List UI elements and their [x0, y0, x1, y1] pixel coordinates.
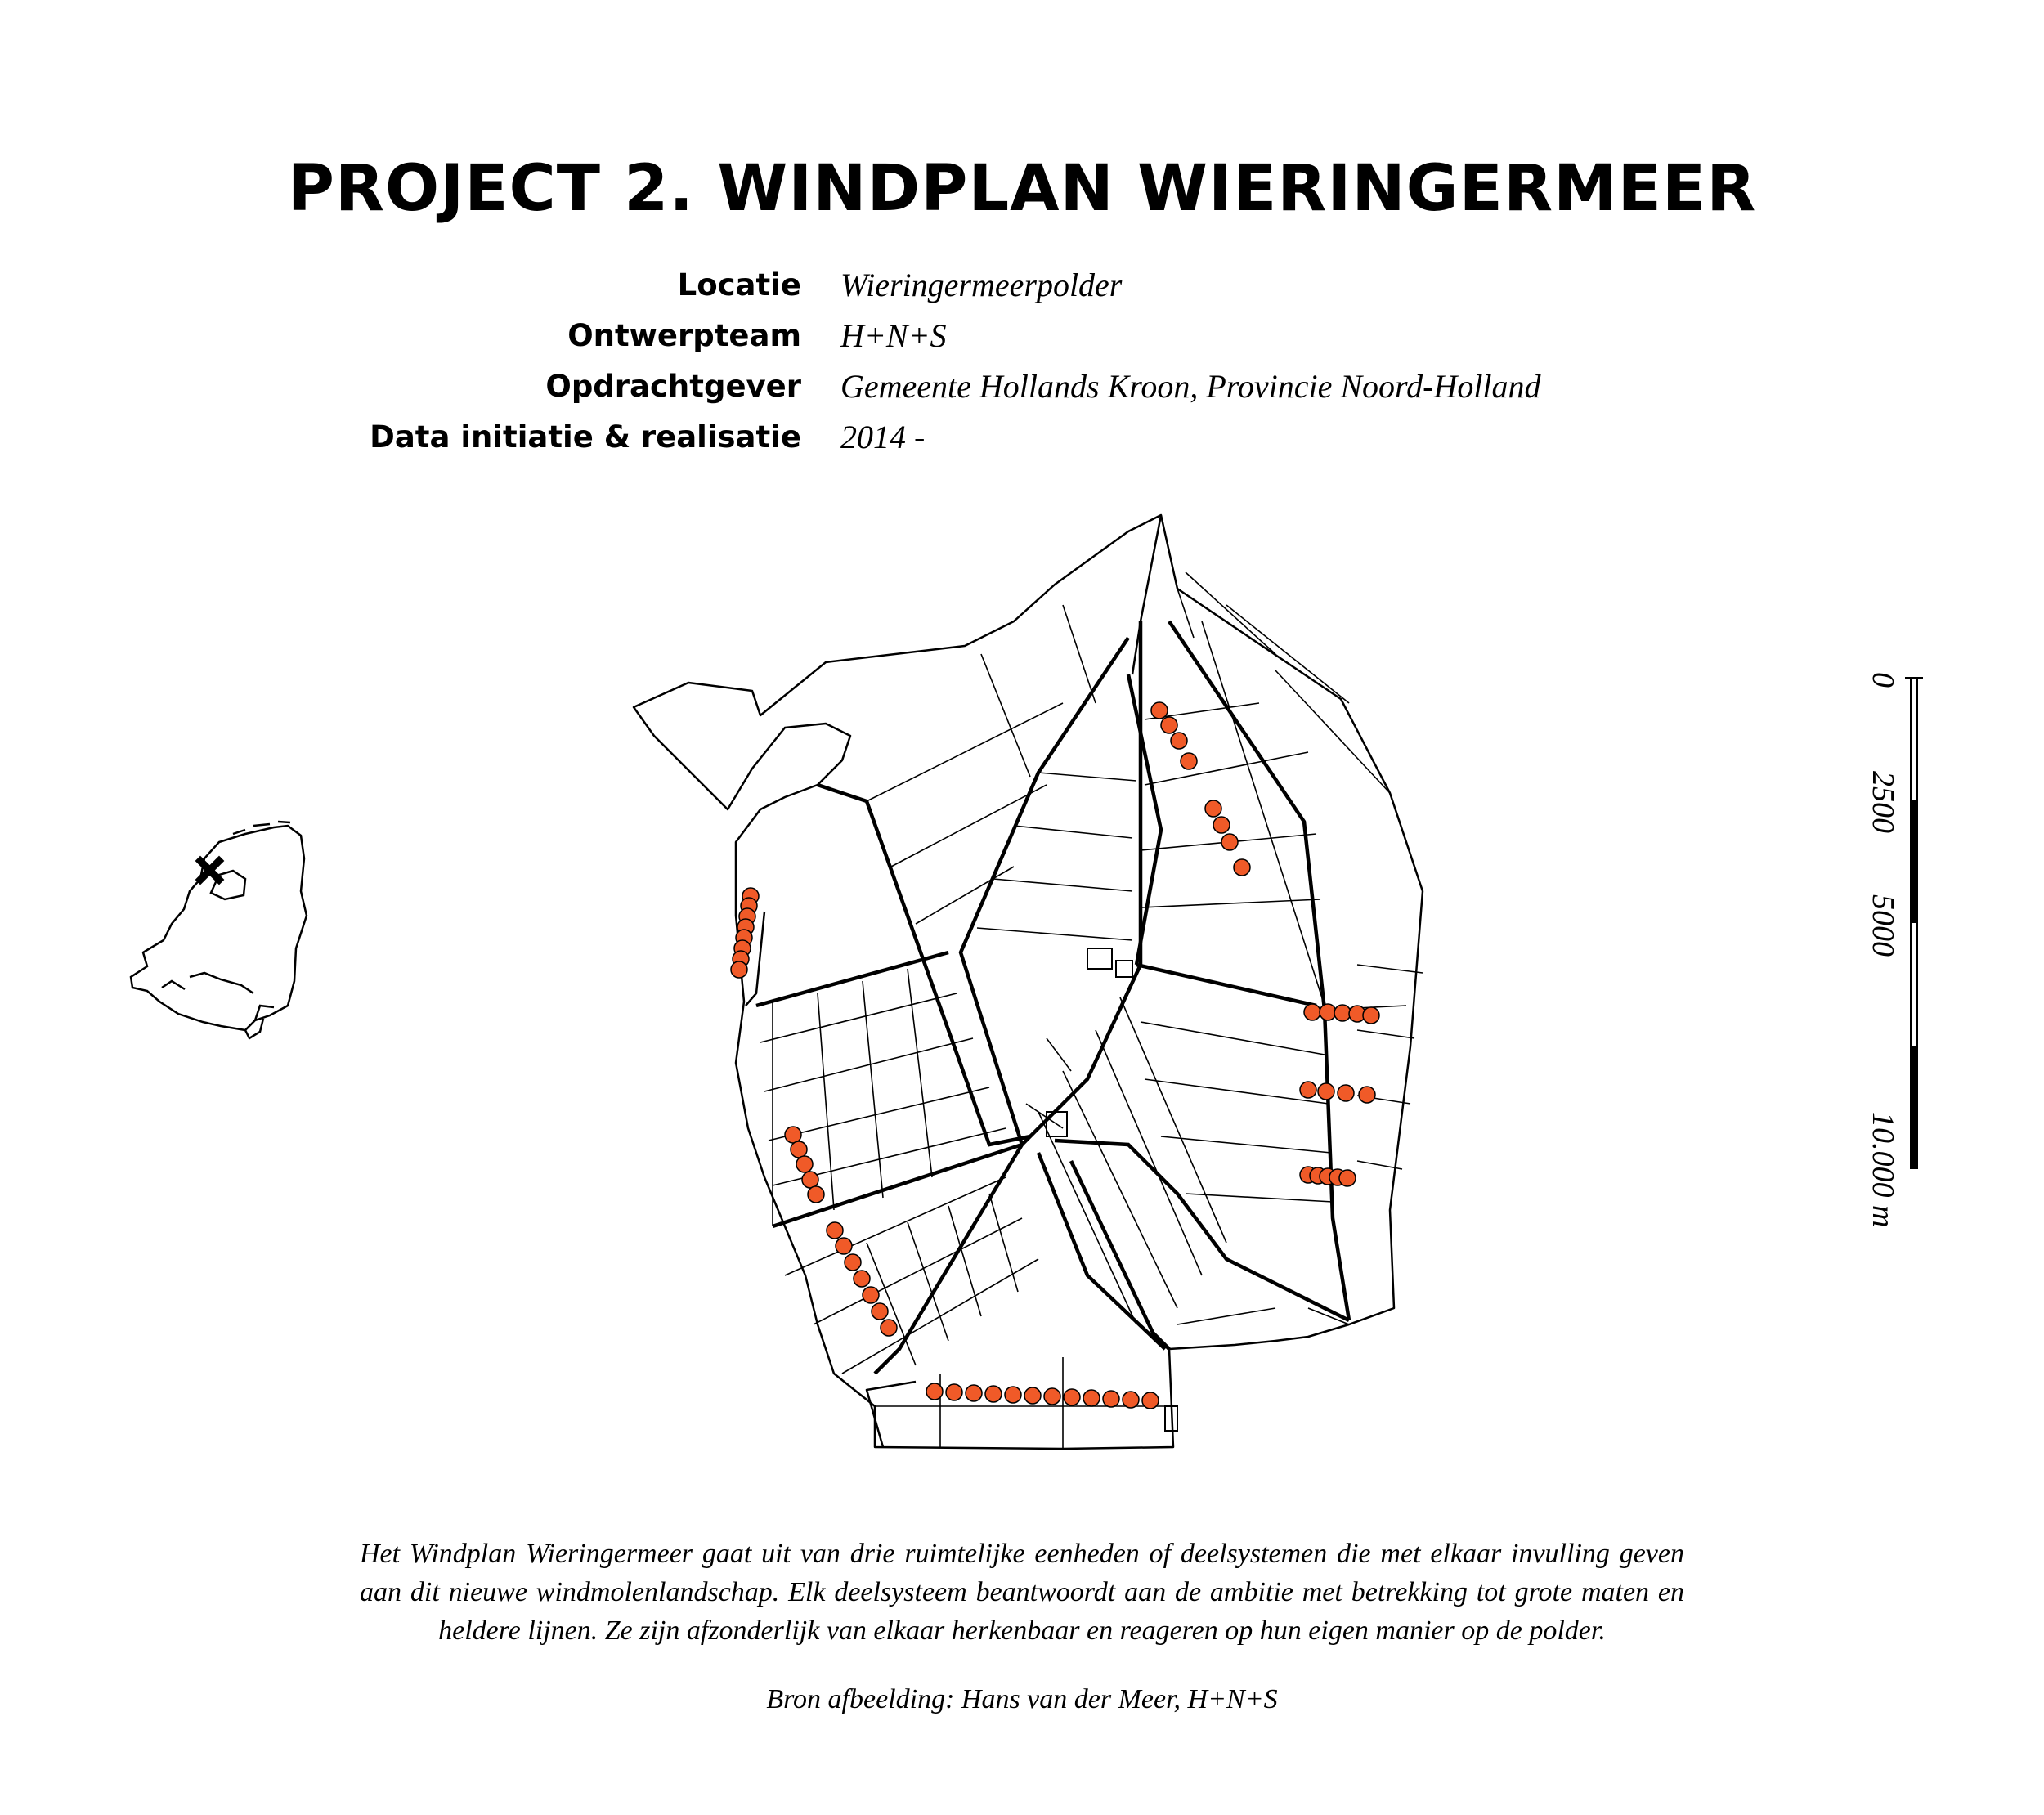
- wind-turbine: [1300, 1082, 1316, 1098]
- meta-label: Locatie: [677, 267, 801, 302]
- wind-turbine: [1213, 817, 1230, 833]
- village-blocks: [1047, 948, 1177, 1431]
- wind-turbine: [854, 1270, 870, 1287]
- wind-turbine: [1005, 1387, 1021, 1403]
- wind-turbine: [1142, 1392, 1159, 1409]
- wind-turbine: [1181, 753, 1197, 769]
- wind-turbine: [796, 1156, 813, 1172]
- map-caption: Het Windplan Wieringermeer gaat uit van drie ruimtelijke eenheden of deelsystemen die met elkaar invulling geven aan dit nieuwe windmolenlandschap. Elk deelsysteem beantwoordt aan de ambitie met betrekking tot grote maten en heldere lijnen. Ze zijn afzonderlijk van elkaar herkenbaar en reageren op hun eigen manier op de polder.: [360, 1539, 1684, 1646]
- wind-turbine: [1359, 1087, 1375, 1103]
- wind-turbine: [985, 1386, 1002, 1402]
- image-source: Bron afbeelding: Hans van der Meer, H+N+S: [766, 1684, 1278, 1714]
- meta-label: Data initiatie & realisatie: [370, 419, 801, 455]
- wind-turbine: [1123, 1392, 1139, 1408]
- wind-turbine: [1320, 1004, 1336, 1020]
- wind-turbine: [1363, 1007, 1379, 1024]
- meta-value: Wieringermeerpolder: [840, 267, 1123, 303]
- wind-turbines: [731, 702, 1379, 1409]
- wind-turbine: [872, 1303, 888, 1320]
- wind-turbine: [845, 1254, 861, 1270]
- wind-turbine: [1234, 859, 1250, 876]
- wind-turbine: [1205, 800, 1221, 817]
- wind-turbine: [946, 1384, 962, 1400]
- wind-turbine: [836, 1238, 852, 1254]
- wind-turbine: [802, 1172, 818, 1188]
- meta-value: Gemeente Hollands Kroon, Provincie Noord-Holland: [840, 368, 1541, 405]
- wind-turbine: [785, 1127, 801, 1143]
- wind-turbine: [926, 1383, 943, 1400]
- wind-turbine: [1318, 1083, 1334, 1100]
- scale-label: 5000: [1866, 894, 1900, 957]
- scale-label: 0: [1866, 672, 1900, 688]
- wind-turbine: [1339, 1170, 1356, 1186]
- wind-turbine: [966, 1385, 982, 1401]
- wind-turbine: [1024, 1387, 1041, 1404]
- scale-bar: [1905, 678, 1923, 1168]
- meta-value: 2014 -: [840, 419, 926, 455]
- meta-label: Opdrachtgever: [545, 369, 801, 404]
- page-title: PROJECT 2. WINDPLAN WIERINGERMEER: [287, 152, 1757, 226]
- wind-turbine: [827, 1222, 843, 1239]
- wind-turbine: [1161, 717, 1177, 733]
- wind-turbine: [1044, 1388, 1060, 1405]
- wind-turbine: [881, 1320, 897, 1336]
- wind-turbine: [1221, 834, 1238, 850]
- wind-turbine: [1083, 1390, 1100, 1406]
- wind-turbine: [1338, 1085, 1354, 1101]
- wind-turbine: [1064, 1389, 1080, 1405]
- wind-turbine: [863, 1287, 879, 1303]
- wind-turbine: [1103, 1391, 1119, 1407]
- wind-turbine: [1171, 733, 1187, 749]
- wind-turbine: [731, 961, 747, 978]
- wind-turbine: [1151, 702, 1168, 719]
- scale-label: 2500: [1866, 771, 1900, 833]
- polder-outline: [634, 515, 1423, 1449]
- wind-turbine: [808, 1186, 824, 1203]
- meta-label: Ontwerpteam: [567, 318, 801, 353]
- meta-value: H+N+S: [840, 317, 947, 354]
- wind-turbine: [1334, 1005, 1351, 1021]
- netherlands-locator-map: [131, 822, 307, 1038]
- scale-label: 10.000 m: [1866, 1112, 1900, 1228]
- wind-turbine: [1304, 1004, 1320, 1020]
- wind-turbine: [791, 1141, 807, 1158]
- x-mark-icon: [200, 861, 219, 880]
